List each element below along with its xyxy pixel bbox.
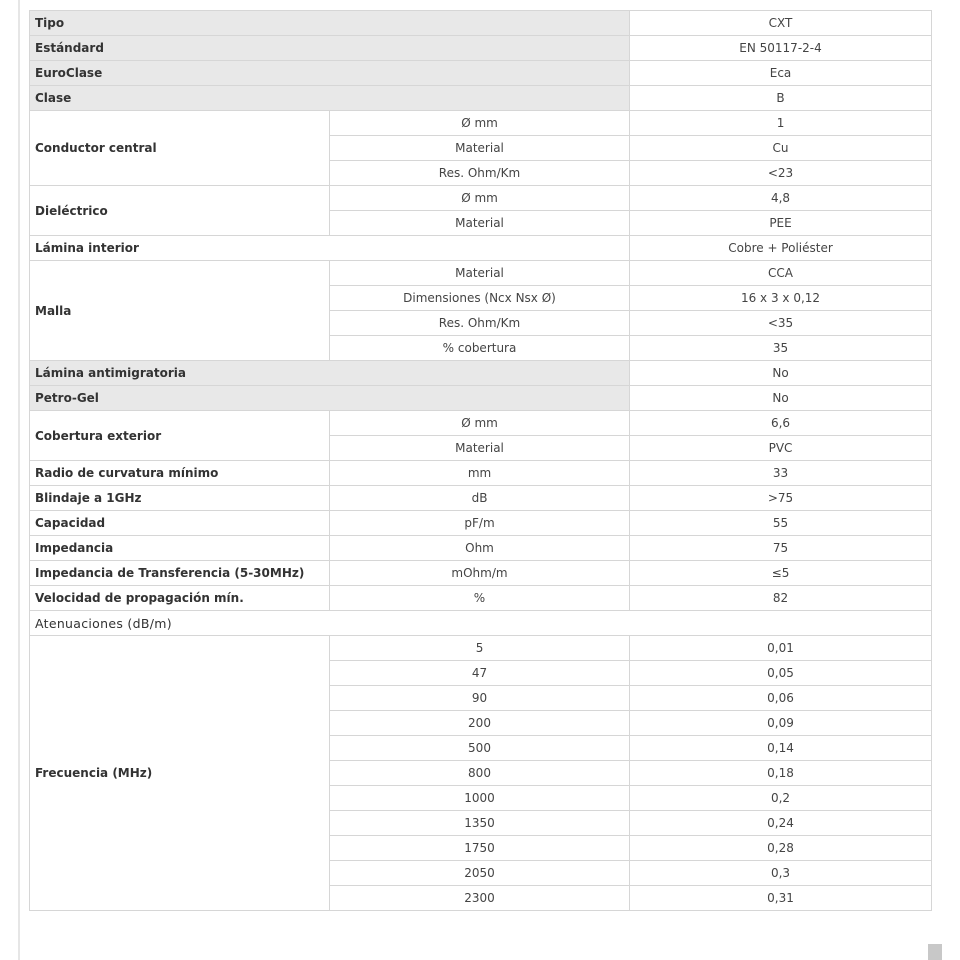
row-freq: 800 xyxy=(330,761,630,786)
row-label: Impedancia de Transferencia (5-30MHz) xyxy=(30,561,330,586)
row-value: ≤5 xyxy=(630,561,932,586)
row-label: Frecuencia (MHz) xyxy=(30,636,330,911)
table-row xyxy=(30,536,932,561)
row-value: CXT xyxy=(630,11,932,36)
row-freq: 2050 xyxy=(330,861,630,886)
row-freq: 1000 xyxy=(330,786,630,811)
row-label: Estándard xyxy=(30,36,630,61)
row-value: <23 xyxy=(630,161,932,186)
row-param: Material xyxy=(330,136,630,161)
row-param: Ø mm xyxy=(330,186,630,211)
cable-spec-table xyxy=(29,10,932,911)
table-row xyxy=(30,486,932,511)
table-row xyxy=(30,636,932,661)
row-value: PEE xyxy=(630,211,932,236)
row-value: 0,2 xyxy=(630,786,932,811)
row-value: <35 xyxy=(630,311,932,336)
table-row xyxy=(30,86,932,111)
row-label: Lámina interior xyxy=(30,236,630,261)
row-value: 4,8 xyxy=(630,186,932,211)
row-value: 0,18 xyxy=(630,761,932,786)
row-value: 33 xyxy=(630,461,932,486)
row-value: 0,14 xyxy=(630,736,932,761)
row-value: 75 xyxy=(630,536,932,561)
row-value: 16 x 3 x 0,12 xyxy=(630,286,932,311)
row-value: 35 xyxy=(630,336,932,361)
row-value: 0,24 xyxy=(630,811,932,836)
row-label: Tipo xyxy=(30,11,630,36)
row-label: Malla xyxy=(30,261,330,361)
row-value: EN 50117-2-4 xyxy=(630,36,932,61)
row-param: Ø mm xyxy=(330,411,630,436)
row-label: Lámina antimigratoria xyxy=(30,361,630,386)
table-row xyxy=(30,411,932,436)
table-row xyxy=(30,611,932,636)
row-value: No xyxy=(630,386,932,411)
page-left-border xyxy=(18,0,20,960)
row-freq: 2300 xyxy=(330,886,630,911)
table-row xyxy=(30,261,932,286)
row-value: 0,01 xyxy=(630,636,932,661)
row-label: Velocidad de propagación mín. xyxy=(30,586,330,611)
row-label: EuroClase xyxy=(30,61,630,86)
row-value: Cobre + Poliéster xyxy=(630,236,932,261)
table-row xyxy=(30,386,932,411)
row-value: Cu xyxy=(630,136,932,161)
table-row xyxy=(30,586,932,611)
row-freq: 1750 xyxy=(330,836,630,861)
row-value: 55 xyxy=(630,511,932,536)
row-value: B xyxy=(630,86,932,111)
row-value: 0,06 xyxy=(630,686,932,711)
row-value: No xyxy=(630,361,932,386)
row-param: % cobertura xyxy=(330,336,630,361)
row-value: CCA xyxy=(630,261,932,286)
row-param: Ø mm xyxy=(330,111,630,136)
table-row xyxy=(30,36,932,61)
row-freq: 47 xyxy=(330,661,630,686)
row-label: Capacidad xyxy=(30,511,330,536)
row-value: 82 xyxy=(630,586,932,611)
row-value: 0,09 xyxy=(630,711,932,736)
row-freq: 1350 xyxy=(330,811,630,836)
row-unit: dB xyxy=(330,486,630,511)
table-row xyxy=(30,61,932,86)
row-value: 0,3 xyxy=(630,861,932,886)
row-unit: % xyxy=(330,586,630,611)
row-label: Blindaje a 1GHz xyxy=(30,486,330,511)
table-row xyxy=(30,461,932,486)
table-row xyxy=(30,511,932,536)
attenuation-section-title: Atenuaciones (dB/m) xyxy=(30,611,932,636)
row-value: >75 xyxy=(630,486,932,511)
row-label: Radio de curvatura mínimo xyxy=(30,461,330,486)
row-value: 6,6 xyxy=(630,411,932,436)
table-row xyxy=(30,236,932,261)
row-freq: 200 xyxy=(330,711,630,736)
row-label: Impedancia xyxy=(30,536,330,561)
row-unit: mOhm/m xyxy=(330,561,630,586)
row-unit: pF/m xyxy=(330,511,630,536)
row-param: Res. Ohm/Km xyxy=(330,161,630,186)
table-row xyxy=(30,186,932,211)
table-row xyxy=(30,361,932,386)
row-freq: 500 xyxy=(330,736,630,761)
row-param: Material xyxy=(330,261,630,286)
row-label: Dieléctrico xyxy=(30,186,330,236)
row-param: Dimensiones (Ncx Nsx Ø) xyxy=(330,286,630,311)
table-row xyxy=(30,111,932,136)
row-value: Eca xyxy=(630,61,932,86)
scrollbar-thumb[interactable] xyxy=(928,944,942,960)
row-param: Material xyxy=(330,436,630,461)
row-value: 0,05 xyxy=(630,661,932,686)
row-label: Conductor central xyxy=(30,111,330,186)
row-label: Petro-Gel xyxy=(30,386,630,411)
row-value: 0,31 xyxy=(630,886,932,911)
row-unit: Ohm xyxy=(330,536,630,561)
row-param: Material xyxy=(330,211,630,236)
row-freq: 5 xyxy=(330,636,630,661)
row-param: Res. Ohm/Km xyxy=(330,311,630,336)
row-value: 1 xyxy=(630,111,932,136)
row-value: PVC xyxy=(630,436,932,461)
row-value: 0,28 xyxy=(630,836,932,861)
row-freq: 90 xyxy=(330,686,630,711)
table-row xyxy=(30,11,932,36)
row-unit: mm xyxy=(330,461,630,486)
row-label: Clase xyxy=(30,86,630,111)
table-row xyxy=(30,561,932,586)
row-label: Cobertura exterior xyxy=(30,411,330,461)
